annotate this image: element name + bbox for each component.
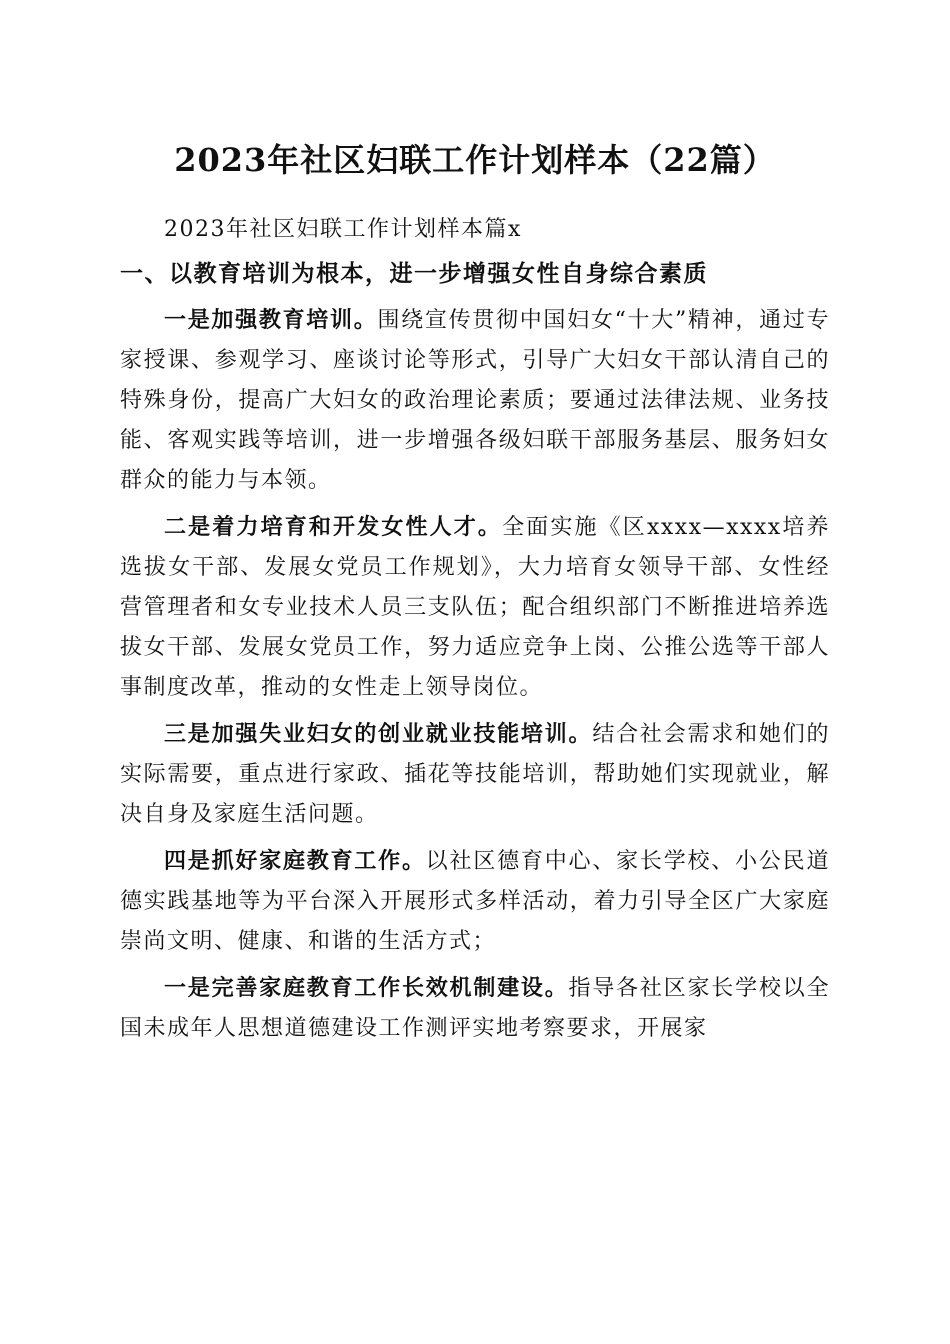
paragraph — [120, 968, 830, 1049]
paragraph-text: 围绕宣传贯彻中国妇女“十大”精神，通过专家授课、参观学习、座谈讨论等形式，引导广大妇女干部认清自己的特殊身份，提高广大妇女的政治理论素质；要通过法律法规、业务技能、客观实践等培训，进一步增强各级妇联干部服务基层、服务妇女群众的能力与本领。 — [120, 308, 830, 493]
section-heading: 一、以教育培训为根本，进一步增强女性自身综合素质 — [120, 261, 708, 287]
paragraph — [120, 507, 830, 708]
paragraph-lead: 四是抓好家庭教育工作。 — [164, 848, 426, 874]
paragraph-text: 以社区德育中心、家长学校、小公民道德实践基地等为平台深入开展形式多样活动，着力引导全区广大家庭崇尚文明、健康、和谐的生活方式； — [120, 849, 830, 954]
paragraph-text: 指导各社区家长学校以全国未成年人思想道德建设工作测评实地考察要求，开展家 — [120, 976, 830, 1041]
paragraph-lead: 一是加强教育培训。 — [164, 307, 378, 333]
paragraph-text: 全面实施《区xxxx—xxxx培养选拔女干部、发展女党员工作规划》，大力培育女领导干部、女性经营管理者和女专业技术人员三支队伍；配合组织部门不断推进培养选拔女干部、发展女党员工作，努力适应竞争上岗、公推公选等干部人事制度改革，推动的女性走上领导岗位。 — [120, 515, 830, 700]
paragraph — [120, 841, 830, 962]
paragraph-lead: 一是完善家庭教育工作长效机制建设。 — [164, 975, 569, 1001]
paragraph — [120, 300, 830, 501]
paragraph-lead: 二是着力培育和开发女性人才。 — [164, 514, 503, 540]
paragraph — [120, 714, 830, 835]
document-subtitle: 2023年社区妇联工作计划样本篇x — [164, 217, 522, 242]
document-title: 2023年社区妇联工作计划样本（22篇） — [174, 141, 776, 179]
paragraph-lead: 三是加强失业妇女的创业就业技能培训。 — [164, 721, 593, 747]
document-body — [120, 208, 830, 1049]
paragraph-text: 结合社会需求和她们的实际需要，重点进行家政、插花等技能培训，帮助她们实现就业，解决自身及家庭生活问题。 — [120, 722, 830, 827]
